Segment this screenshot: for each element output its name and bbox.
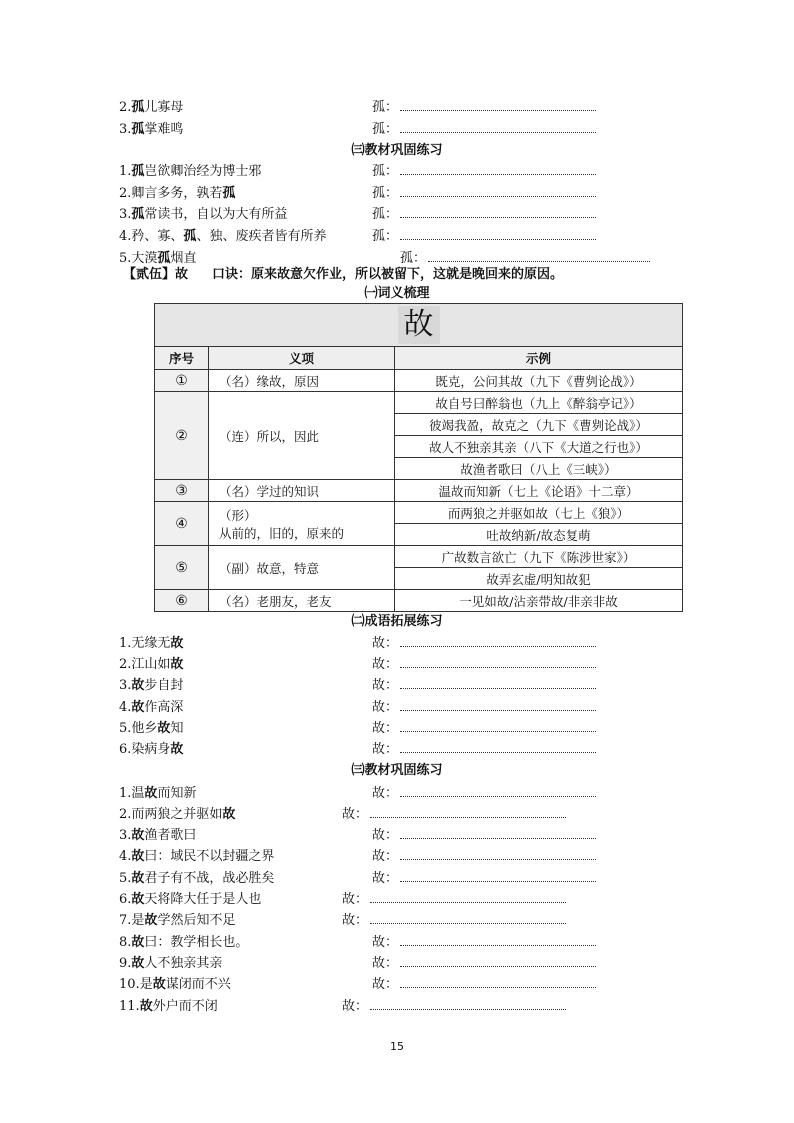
answer-field[interactable]: 孤： [372,226,596,247]
table-row: 故渔者歌曰（八上《三峡》） [155,458,683,480]
big-char: 故 [398,306,440,344]
list-item: 3.故渔者歌曰 故： [0,825,794,846]
list-item: 5.他乡故知 故： [0,718,794,739]
list-item: 4.矜、寡、孤、独、废疾者皆有所养 孤： [0,226,794,247]
answer-field[interactable]: 孤： [372,161,596,182]
list-item: 6.染病身故 故： [0,739,794,760]
list-item: 3.孤掌难鸣 孤： [0,119,794,140]
table-row: ④ （形） 从前的，旧的，原来的 而两狼之并驱如故（七上《狼》） [155,502,683,524]
answer-field[interactable]: 故： [342,889,566,910]
list-item: 5.故君子有不战，战必胜矣 故： [0,868,794,889]
list-item: 4.故作高深 故： [0,697,794,718]
list-item: 7.是故学然后知不足 故： [0,910,794,931]
answer-field[interactable]: 故： [372,783,596,804]
answer-field[interactable]: 故： [372,675,596,696]
list-item: 1.孤岂欲卿治经为博士邪 孤： [0,161,794,182]
answer-field[interactable]: 孤： [372,183,596,204]
header-example: 示例 [395,347,683,370]
header-meaning: 义项 [209,347,395,370]
entry-title [123,265,563,285]
answer-field[interactable]: 故： [372,953,596,974]
list-item: 3.故步自封 故： [0,675,794,696]
answer-field[interactable]: 故： [342,804,566,825]
answer-field[interactable]: 故： [372,932,596,953]
table-row: 彼竭我盈，故克之（九下《曹刿论战》） [155,414,683,436]
answer-field[interactable]: 孤： [372,119,596,140]
answer-field[interactable]: 故： [372,846,596,867]
list-item: 2.孤儿寡母 孤： [0,97,794,118]
answer-field[interactable]: 孤： [372,204,596,225]
list-item: 8.故曰：教学相长也。 故： [0,932,794,953]
header-num: 序号 [155,347,209,370]
answer-field[interactable]: 故： [342,996,566,1017]
mnemonic: 口诀：原来故意欠作业，所以被留下，这就是晚回来的原因。 [212,267,564,282]
section-heading: ㈡成语拓展练习 [351,614,443,629]
answer-field[interactable]: 故： [372,718,596,739]
answer-field[interactable]: 故： [372,739,596,760]
list-item: 2.江山如故 故： [0,654,794,675]
answer-field[interactable]: 故： [372,974,596,995]
table-row: ② （连）所以，因此 故自号曰醉翁也（九上《醉翁亭记》） [155,392,683,414]
vocab-table [154,303,683,612]
list-item: 9.故人不独亲其亲 故： [0,953,794,974]
section-heading: ㈠词义梳理 [364,286,430,301]
answer-field[interactable]: 故： [372,825,596,846]
entry-tag: 【贰伍】 [123,267,176,282]
table-title-cell [155,304,683,347]
table-row: ③ （名）学过的知识 温故而知新（七上《论语》十二章） [155,480,683,502]
list-item: 1.温故而知新 故： [0,783,794,804]
answer-field[interactable]: 故： [372,868,596,889]
answer-field[interactable]: 故： [342,910,566,931]
list-item: 2.卿言多务，孰若孤 孤： [0,183,794,204]
list-item: 10.是故谋闭而不兴 故： [0,974,794,995]
answer-field[interactable]: 孤： [372,97,596,118]
table-row: ⑥ （名）老朋友，老友 一见如故/沾亲带故/非亲非故 [155,590,683,612]
section-heading: ㈢教材巩固练习 [351,763,443,778]
list-item: 11.故外户而不闭 故： [0,996,794,1017]
list-item: 3.孤常读书，自以为大有所益 孤： [0,204,794,225]
list-item: 5.大漠孤烟直 孤： [0,248,794,269]
answer-field[interactable]: 故： [372,697,596,718]
list-item: 1.无缘无故 故： [0,633,794,654]
table-row: ① （名）缘故，原因 既克，公问其故（九下《曹刿论战》） [155,370,683,392]
table-row: 故弄玄虚/明知故犯 [155,568,683,590]
answer-field[interactable]: 孤： [400,248,650,269]
entry-char: 故 [175,267,189,282]
list-item: 2.而两狼之并驱如故 故： [0,804,794,825]
list-item: 6.故天将降大任于是人也 故： [0,889,794,910]
list-item: 4.故曰：域民不以封疆之界 故： [0,846,794,867]
section-heading: ㈢教材巩固练习 [351,143,443,158]
answer-field[interactable]: 故： [372,654,596,675]
answer-field[interactable]: 故： [372,633,596,654]
table-row: 吐故纳新/故态复萌 [155,524,683,546]
table-row: ⑤ （副）故意，特意 广故数言欲亡（九下《陈涉世家》） [155,546,683,568]
table-row: 故人不独亲其亲（八下《大道之行也》） [155,436,683,458]
page-number: 15 [390,1040,404,1053]
